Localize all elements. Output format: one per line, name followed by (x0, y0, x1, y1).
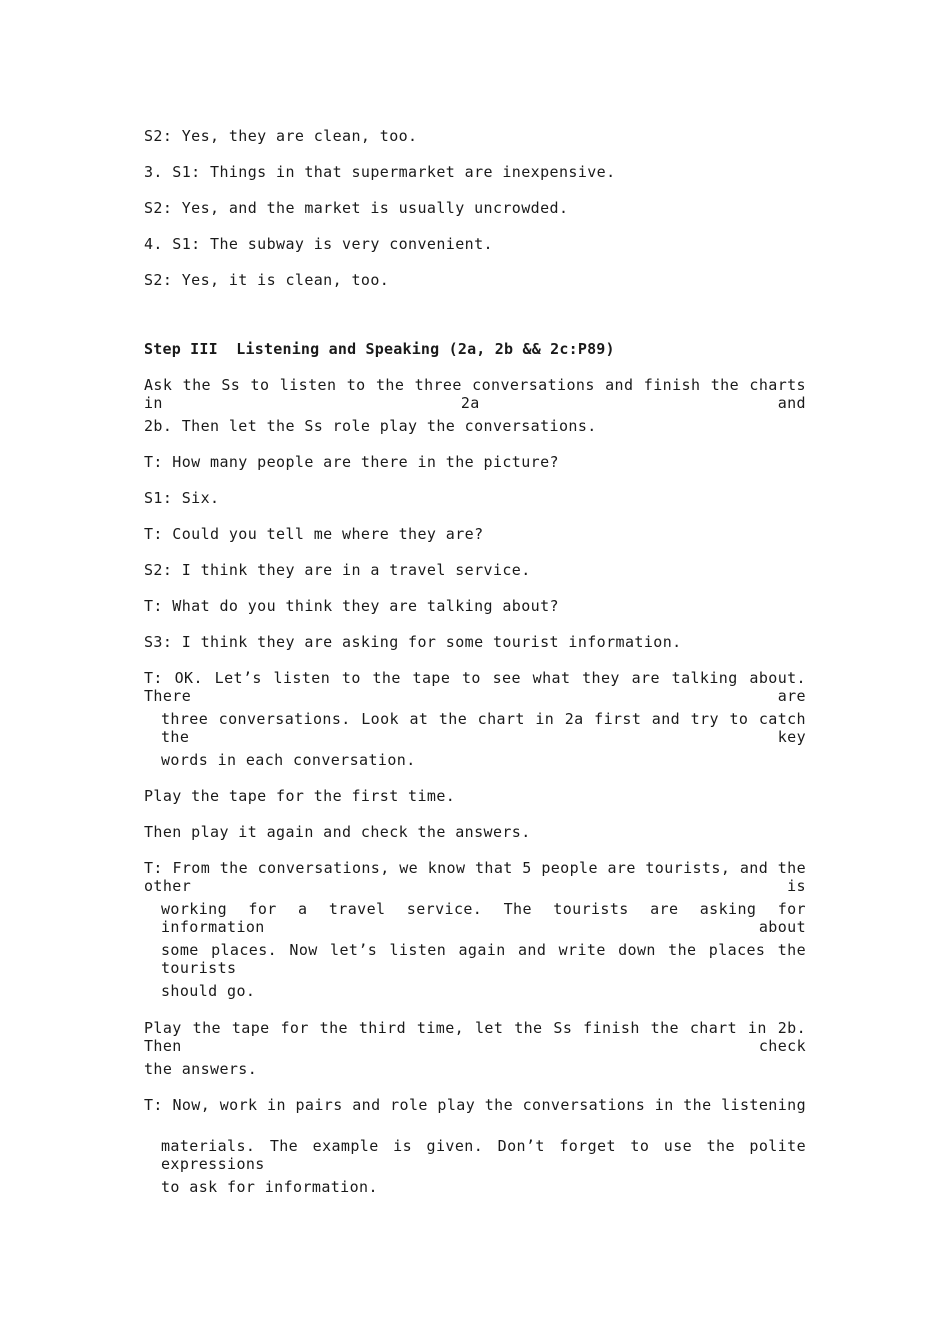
instruction-line: Play the tape for the first time. (144, 787, 456, 805)
dialogue-line: T: From the conversations, we know that 5 people are tourists, and the other is (144, 859, 806, 895)
section-heading: Step III Listening and Speaking (2a, 2b && 2c:P89) (144, 340, 615, 358)
dialogue-line: 4. S1: The subway is very convenient. (144, 235, 493, 253)
dialogue-line: S2: Yes, and the market is usually uncrowded. (144, 199, 569, 217)
dialogue-continuation: materials. The example is given. Don’t forget to use the polite expressions (161, 1137, 806, 1173)
dialogue-continuation: three conversations. Look at the chart in 2a first and try to catch the key (161, 710, 806, 746)
dialogue-line: T: Now, work in pairs and role play the conversations in the listening (144, 1096, 806, 1114)
dialogue-line: T: OK. Let’s listen to the tape to see what they are talking about. There are (144, 669, 806, 705)
dialogue-continuation: should go. (161, 982, 256, 1000)
dialogue-line: S3: I think they are asking for some tourist information. (144, 633, 682, 651)
dialogue-continuation: some places. Now let’s listen again and write down the places the tourists (161, 941, 806, 977)
dialogue-line: S2: Yes, it is clean, too. (144, 271, 390, 289)
dialogue-line: S1: Six. (144, 489, 220, 507)
dialogue-continuation: working for a travel service. The tourists are asking for information about (161, 900, 806, 936)
dialogue-line: 3. S1: Things in that supermarket are inexpensive. (144, 163, 616, 181)
dialogue-line: T: What do you think they are talking about? (144, 597, 559, 615)
dialogue-line: T: Could you tell me where they are? (144, 525, 484, 543)
dialogue-line: T: How many people are there in the picture? (144, 453, 559, 471)
dialogue-continuation: to ask for information. (161, 1178, 378, 1196)
dialogue-line: S2: I think they are in a travel service. (144, 561, 531, 579)
paragraph-line: 2b. Then let the Ss role play the conversations. (144, 417, 597, 435)
instruction-line: the answers. (144, 1060, 258, 1078)
dialogue-line: S2: Yes, they are clean, too. (144, 127, 418, 145)
instruction-line: Then play it again and check the answers. (144, 823, 531, 841)
instruction-line: Play the tape for the third time, let the Ss finish the chart in 2b. Then check (144, 1019, 806, 1055)
paragraph-line: Ask the Ss to listen to the three conversations and finish the charts in 2a and (144, 376, 806, 412)
dialogue-continuation: words in each conversation. (161, 751, 416, 769)
